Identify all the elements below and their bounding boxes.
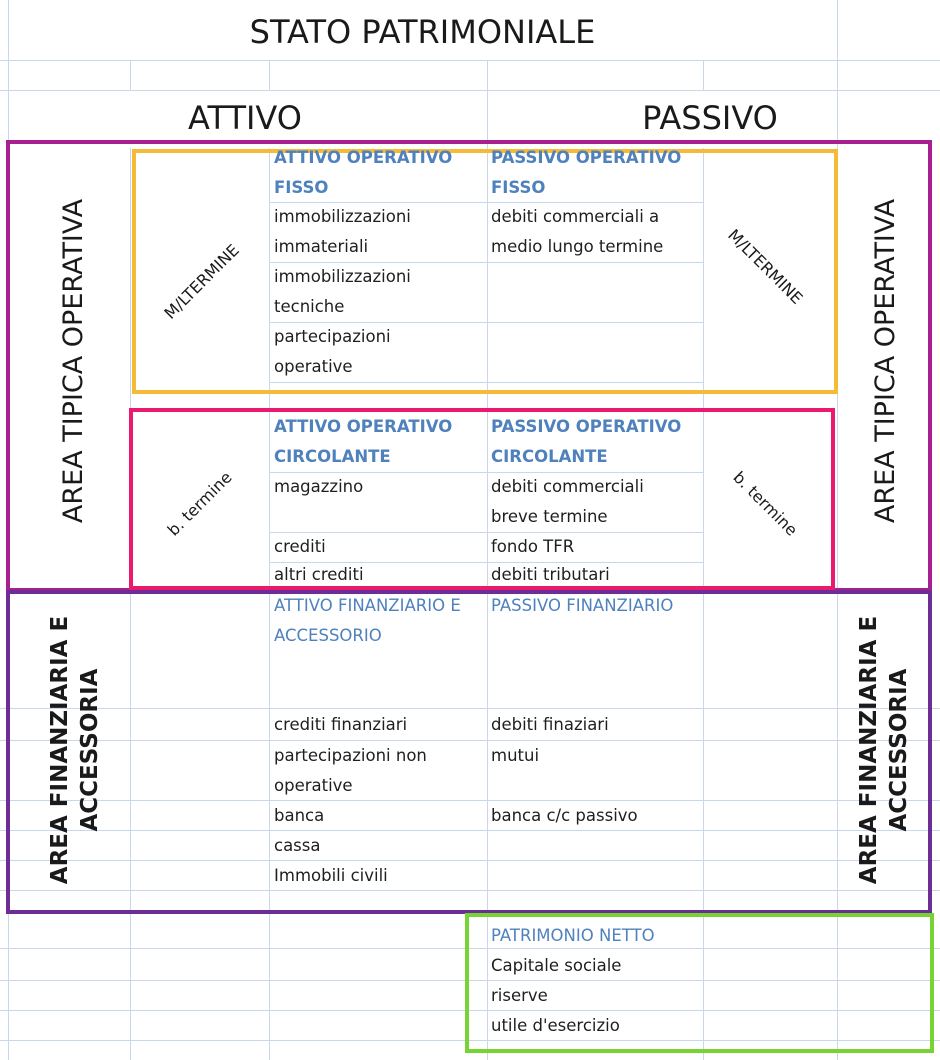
- passivo-header: PASSIVO: [642, 99, 778, 137]
- list-item: medio lungo termine: [491, 237, 664, 256]
- short-term-label-right: b. termine: [729, 467, 802, 540]
- list-item: utile d'esercizio: [491, 1016, 620, 1035]
- attivo-finanziario-header-line1: ATTIVO FINANZIARIO E: [274, 596, 461, 615]
- gridline: [703, 60, 704, 90]
- gridline: [0, 60, 940, 61]
- page-title: STATO PATRIMONIALE: [249, 13, 596, 51]
- attivo-circolante-header-line2: CIRCOLANTE: [274, 447, 391, 466]
- passivo-circolante-header-line2: CIRCOLANTE: [491, 447, 608, 466]
- list-item: debiti finaziari: [491, 715, 609, 734]
- fisso-box: [132, 149, 838, 394]
- attivo-fisso-header-line2: FISSO: [274, 178, 329, 197]
- list-item: crediti finanziari: [274, 715, 408, 734]
- list-item: Capitale sociale: [491, 956, 622, 975]
- attivo-circolante-header-line1: ATTIVO OPERATIVO: [274, 417, 453, 436]
- attivo-header: ATTIVO: [188, 99, 302, 137]
- list-item: tecniche: [274, 297, 345, 316]
- area-finanziaria-line2: ACCESSORIA: [77, 668, 103, 832]
- list-item: debiti tributari: [491, 565, 610, 584]
- list-item: riserve: [491, 986, 548, 1005]
- list-item: banca c/c passivo: [491, 806, 638, 825]
- list-item: debiti commerciali a: [491, 207, 660, 226]
- gridline: [269, 60, 270, 90]
- passivo-circolante-header-line1: PASSIVO OPERATIVO: [491, 417, 682, 436]
- list-item: crediti: [274, 537, 326, 556]
- list-item: partecipazioni non: [274, 746, 427, 765]
- area-finanziaria-box: [6, 590, 932, 914]
- list-item: fondo TFR: [491, 537, 575, 556]
- area-finanziaria-line1: AREA FINANZIARIA E: [856, 615, 882, 885]
- list-item: immobilizzazioni: [274, 207, 411, 226]
- list-item: breve termine: [491, 507, 608, 526]
- area-tipica-label-right: AREA TIPICA OPERATIVA: [870, 198, 901, 524]
- passivo-finanziario-header: PASSIVO FINANZIARIO: [491, 596, 674, 615]
- passivo-fisso-header-line1: PASSIVO OPERATIVO: [491, 148, 682, 167]
- list-item: altri crediti: [274, 565, 364, 584]
- circolante-box: [129, 408, 835, 590]
- list-item: magazzino: [274, 477, 364, 496]
- patrimonio-netto-header: PATRIMONIO NETTO: [491, 926, 655, 945]
- short-term-label-left: b. termine: [163, 467, 236, 540]
- area-finanziaria-label-left: [45, 600, 105, 900]
- list-item: immateriali: [274, 237, 369, 256]
- list-item: debiti commerciali: [491, 477, 644, 496]
- area-finanziaria-line1: AREA FINANZIARIA E: [47, 615, 73, 885]
- attivo-fisso-header-line1: ATTIVO OPERATIVO: [274, 148, 453, 167]
- area-finanziaria-label-right: [854, 600, 914, 900]
- passivo-fisso-header-line2: FISSO: [491, 178, 546, 197]
- list-item: operative: [274, 776, 353, 795]
- list-item: banca: [274, 806, 325, 825]
- gridline: [0, 90, 940, 91]
- list-item: immobilizzazioni: [274, 267, 411, 286]
- attivo-finanziario-header-line2: ACCESSORIO: [274, 626, 382, 645]
- list-item: Immobili civili: [274, 866, 388, 885]
- area-finanziaria-line2: ACCESSORIA: [886, 668, 912, 832]
- area-tipica-label-left: AREA TIPICA OPERATIVA: [58, 198, 89, 524]
- mlt-label-left: M/LTERMINE: [160, 240, 243, 323]
- list-item: operative: [274, 357, 353, 376]
- gridline: [130, 60, 131, 90]
- list-item: cassa: [274, 836, 321, 855]
- list-item: mutui: [491, 746, 540, 765]
- list-item: partecipazioni: [274, 327, 391, 346]
- mlt-label-right: M/LTERMINE: [724, 225, 807, 308]
